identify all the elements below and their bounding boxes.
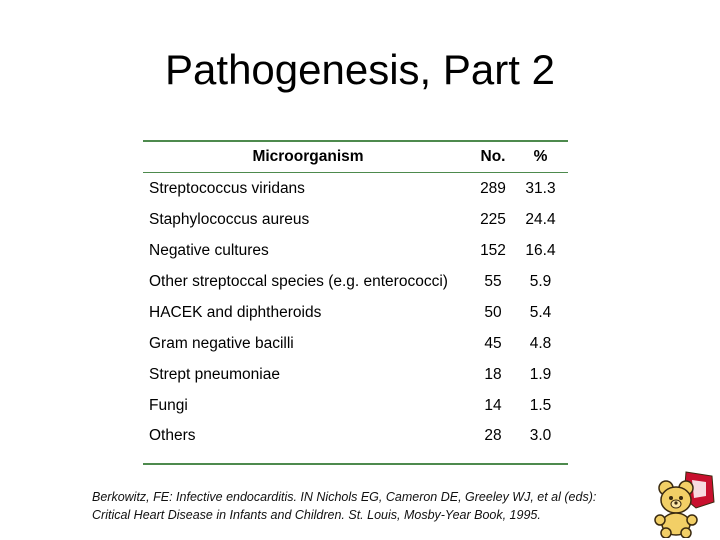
header-microorganism: Microorganism [143,141,473,173]
table-row [143,173,568,205]
cell-percent: 3.0 [513,421,568,464]
cell-organism: Staphylococcus aureus [149,210,310,228]
table-row [143,359,568,390]
citation [92,488,652,524]
table-row [143,204,568,235]
cell-count: 55 [484,272,502,290]
cell-percent: 1.9 [529,365,552,383]
cell-organism: Fungi [149,396,188,414]
slide-title: Pathogenesis, Part 2 [165,46,555,93]
table-row [143,421,568,464]
cell-percent: 5.9 [529,272,552,290]
cell-percent: 31.3 [525,179,556,197]
table-row [143,328,568,359]
table-row [143,235,568,266]
cell-count: 28 [473,421,513,464]
header-number: No. [473,141,513,173]
cell-percent: 5.4 [529,303,552,321]
cell-count: 18 [484,365,502,383]
table-row [143,390,568,421]
cell-percent: 16.4 [525,241,556,259]
teddy-bear-logo-icon [648,468,718,538]
cell-organism: Other streptoccal species (e.g. enterococci) [149,272,448,290]
cell-count: 45 [484,334,502,352]
table-row [143,297,568,328]
cell-organism: Gram negative bacilli [149,334,294,352]
citation-line-1: Berkowitz, FE: Infective endocarditis. IN Nichols EG, Cameron DE, Greeley WJ, et al (eds): [92,490,597,504]
cell-count: 50 [484,303,502,321]
cell-count: 289 [480,179,506,197]
table-header-row [143,141,568,173]
header-percent: % [513,141,568,173]
cell-count: 225 [480,210,506,228]
cell-percent: 24.4 [525,210,556,228]
cell-count: 14 [484,396,502,414]
organism-table [143,140,568,465]
table-row [143,266,568,297]
cell-organism: Streptococcus viridans [149,179,305,197]
cell-percent: 4.8 [529,334,552,352]
cell-organism: HACEK and diphtheroids [149,303,322,321]
cell-organism: Strept pneumoniae [149,365,280,383]
cell-percent: 1.5 [529,396,552,414]
cell-organism: Negative cultures [149,241,269,259]
citation-line-2: Critical Heart Disease in Infants and Children. St. Louis, Mosby-Year Book, 1995. [92,508,541,522]
cell-organism: Others [143,421,473,464]
cell-count: 152 [480,241,506,259]
